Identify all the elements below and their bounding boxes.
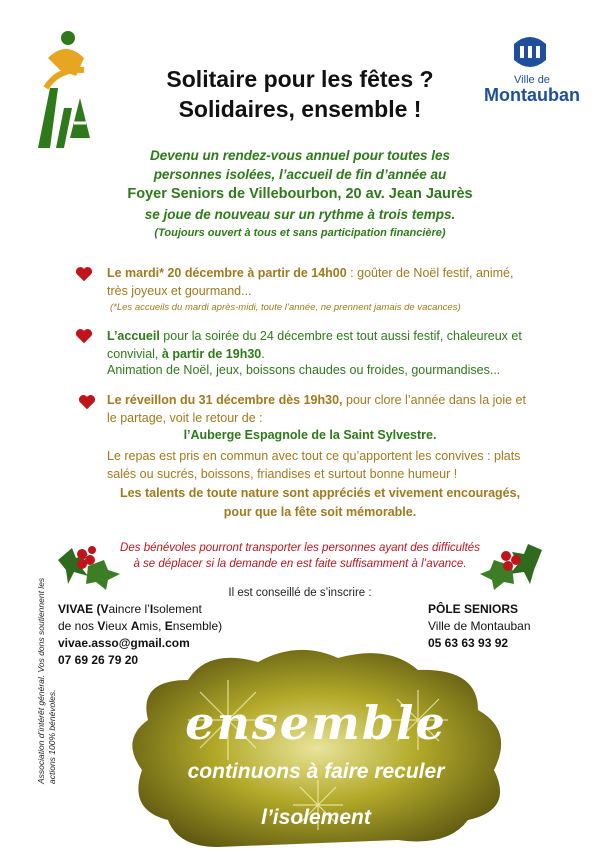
ensemble-banner bbox=[118, 640, 514, 847]
vivae-solement: solement bbox=[153, 602, 202, 616]
vivae-de-nos: de nos bbox=[58, 619, 98, 633]
event-3-text: pour clore l’année dans la joie et le partage, voit le retour de : bbox=[107, 393, 526, 425]
event-3 bbox=[107, 391, 527, 427]
logo-ville-de: Ville de bbox=[514, 74, 550, 86]
transport-line2: à se déplacer si la demande en est faite suffisamment à l’avance. bbox=[133, 558, 467, 570]
banner-word: ensemble bbox=[185, 696, 447, 750]
pole-seniors-name: PÔLE SENIORS bbox=[428, 602, 519, 616]
intro-line2: personnes isolées, l’accueil de fin d’année au bbox=[153, 167, 447, 182]
vivae-phone: 07 69 26 79 20 bbox=[58, 653, 139, 667]
vivae-v: V bbox=[100, 602, 109, 616]
page-title-line1: Solitaire pour les fêtes ? bbox=[166, 66, 434, 92]
vivae-e: E bbox=[164, 619, 173, 633]
vivae-ainc: aincre l’ bbox=[108, 602, 150, 616]
vivae-logo bbox=[28, 28, 98, 153]
pole-seniors-phone: 05 63 63 93 92 bbox=[428, 636, 509, 650]
intro-line3: se joue de nouveau sur un rythme à trois temps. bbox=[144, 207, 456, 222]
intro-note: (Toujours ouvert à tous et sans participation financière) bbox=[154, 227, 446, 239]
side-note: Association d’intérêt général. Vos dons soutiennent les actions 100% bénévoles. bbox=[36, 577, 57, 784]
event-2-time: à partir de 19h30 bbox=[161, 347, 262, 361]
register-text: Il est conseillé de s’inscrire : bbox=[228, 587, 372, 599]
talents-line2: pour que la fête soit mémorable. bbox=[223, 505, 417, 519]
vivae-nsemble: nsemble) bbox=[172, 619, 223, 633]
banner-line1: continuons à faire reculer bbox=[187, 760, 445, 783]
pole-seniors-city: Ville de Montauban bbox=[428, 619, 531, 633]
event-1-footnote: (*Les accueils du mardi après-midi, toute l’année, ne prennent jamais de vacances) bbox=[110, 302, 461, 313]
page-title-line2: Solidaires, ensemble ! bbox=[178, 96, 422, 122]
event-1 bbox=[107, 264, 527, 300]
talents-line1: Les talents de toute nature sont appréciés et vivement encouragés, bbox=[119, 486, 521, 500]
vivae-a: A bbox=[130, 619, 140, 633]
heart-icon bbox=[75, 328, 93, 344]
event-1-text: : goûter de Noël festif, animé, très joyeux et gourmand... bbox=[107, 266, 514, 298]
event-1-lead: Le mardi* 20 décembre à partir de 14h00 bbox=[107, 266, 347, 280]
event-2-line2: Animation de Noël, jeux, boissons chaudes ou froides, gourmandises... bbox=[107, 363, 501, 377]
vivae-v2: V bbox=[97, 619, 106, 633]
intro-line1: Devenu un rendez-vous annuel pour toutes les bbox=[149, 148, 451, 163]
transport-line1: Des bénévoles pourront transporter les personnes ayant des difficultés bbox=[120, 542, 480, 554]
event-2-lead: L’accueil bbox=[107, 329, 160, 343]
auberge-espagnole: l’Auberge Espagnole de la Saint Sylvestre bbox=[183, 428, 433, 442]
heart-icon bbox=[75, 266, 93, 282]
vivae-i: I bbox=[149, 602, 154, 616]
event-2-punct: . bbox=[261, 347, 265, 361]
vivae-email[interactable]: vivae.asso@gmail.com bbox=[58, 636, 190, 650]
event-3-highlight bbox=[100, 428, 520, 442]
heart-icon bbox=[78, 394, 96, 410]
event-2-text: pour la soirée du 24 décembre est tout aussi festif, chaleureux et convivial, bbox=[107, 329, 522, 361]
logo-montauban: Montauban bbox=[484, 85, 580, 105]
event-3-lead: Le réveillon du 31 décembre dès 19h30, bbox=[107, 393, 343, 407]
event-2 bbox=[107, 327, 527, 363]
banner-line2: l’isolement bbox=[261, 806, 371, 829]
event-3-para: Le repas est pris en commun avec tout ce qu’apportent les convives : plats salés ou sucrés, boissons, friandises et surtout bonne humeur ! bbox=[107, 449, 521, 481]
intro-venue: Foyer Seniors de Villebourbon, 20 av. Jean Jaurès bbox=[127, 186, 473, 202]
vivae-name: VIVAE ( bbox=[58, 602, 101, 616]
vivae-ieux: ieux bbox=[105, 619, 131, 633]
vivae-mis: mis, bbox=[139, 619, 165, 633]
auberge-punct: . bbox=[432, 428, 437, 442]
